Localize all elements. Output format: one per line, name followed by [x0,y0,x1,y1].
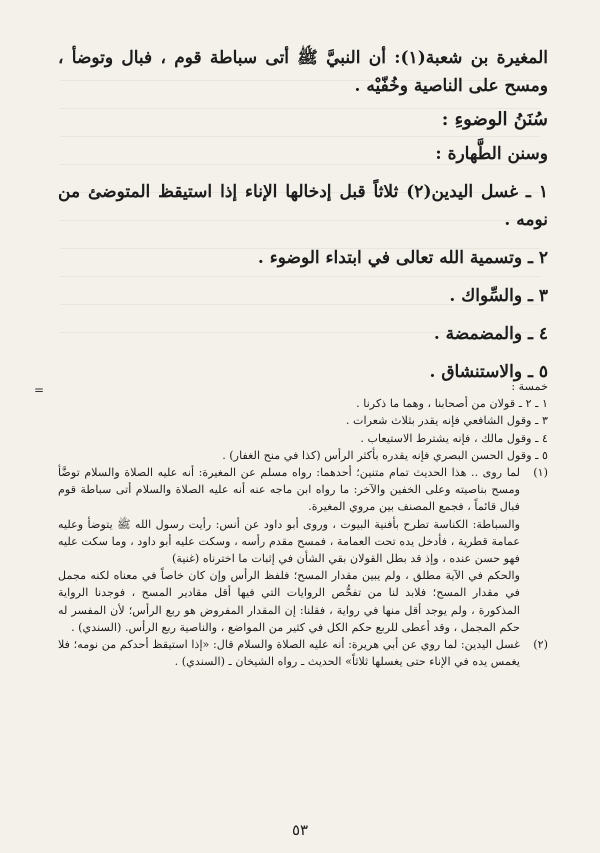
sunnah-item-4: ٤ ـ والمضمضة . [433,324,548,344]
continuation-marker: = [34,383,45,397]
footnote-cont-line-2: ١ ـ ٢ ـ قولان من أصحابنا ، وهما ما ذكرنا . [356,397,548,411]
page-number: ٥٣ [291,821,309,839]
footnote-cont-line-3: ٣ ـ وقول الشافعي فإنه يقدر بثلاث شعرات . [345,414,548,428]
section-intro: وسنن الطَّهارة : [435,144,548,164]
sunnah-item-5: ٥ ـ والاستنشاق . [429,362,548,382]
main-text [58,44,548,386]
footnote-1-para-c: والحكم في الآية مطلق ، ولم يبين مقدار المسح؛ فلفظ الرأس وإن كان خاصاً في معناه لكنه مجمل في مقدار المسح؛ فلابد لنا من تفحُّص الروايات التي فيها أقل مقادير المسح ، فوجدنا الرواية المذكورة ، ولم يوجد أقل منها في رواية ، فقلنا: إن المقدار المفروض هو ربع الرأس؛ لأن المفسر له حكم المجمل ، وقد أعطى للربع حكم الكل في كثير من المواضع ، والناصية ربع الرأس. (السندي) . [58,569,520,634]
footnote-cont-line-4: ٤ ـ وقول مالك ، فإنه يشترط الاستيعاب . [360,431,548,445]
footnote-cont-line-5: ٥ ـ وقول الحسن البصري فإنه يقدره بأكثر الرأس (كذا في منح الغفار) . [222,448,548,462]
footnote-2 [58,636,548,670]
section-heading: سُنَنُ الوضوءِ : [441,109,548,130]
footnote-1-para-a: لما روى .. هذا الحديث تمام متنين؛ أحدهما: رواه مسلم عن المغيرة: أنه عليه الصلاة والسلام توضَّأ ومسح بناصيته وعلى الخفين والآخر: ما رواه ابن ماجه عنه أنه عليه الصلاة والسلام أتى سباطة قوم فبال قائماً ، فجمع المصنف بين مروي المغيرة. [58,466,520,514]
sunnah-item-2: ٢ ـ وتسمية الله تعالى في ابتداء الوضوء . [257,248,548,268]
footnotes [58,378,548,670]
footnote-2-number: (٢) [533,638,548,652]
footnote-2-text: غسل اليدين: لما روي عن أبي هريرة: أنه عليه الصلاة والسلام قال: «إذا استيقظ أحدكم من نومه؛ فلا يغمس يده في الإناء حتى يغسلها ثلاثاً» الحديث ـ رواه الشيخان ـ (السندي) . [58,638,520,669]
footnote-1 [58,464,548,636]
sunnah-item-1: ١ ـ غسل اليدين(٢) ثلاثاً قبل إدخالها الإناء إذا استيقظ المتوضئ من نومه . [58,182,548,230]
footnote-1-number: (١) [533,466,548,480]
footnote-cont-line-1: خمسة : [511,380,548,393]
opening-paragraph: المغيرة بن شعبة(١): أن النبيَّ ﷺ أتى سباطة قوم ، فبال وتوضأ ، ومسح على الناصية وخُفّيْه . [58,48,548,96]
footnote-1-para-b: والسباطة: الكناسة تطرح بأفنية البيوت ، وروى أبو داود عن أنس: رأيت رسول الله ﷺ يتوضأ وعليه عمامة قطرية ، فأدخل يده تحت العمامة ، فمسح مقدم رأسه ، وسكت عليه أبو داود ، وما سكت عليه فهو حسن عنده ، وإذ قد بطل القولان بقي الشأن في إثبات ما اخترناه (غنية) [58,517,520,566]
sunnah-item-3: ٣ ـ والسِّواك . [449,286,548,306]
